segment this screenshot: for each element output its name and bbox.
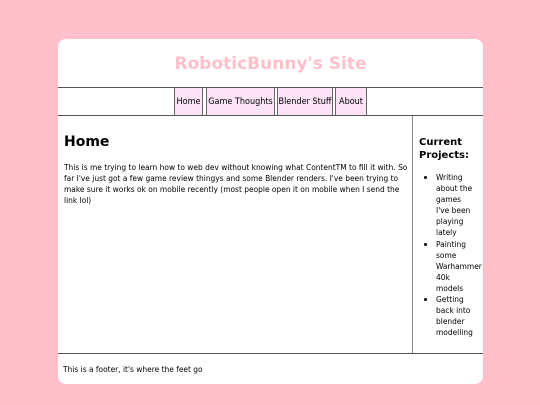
page-container bbox=[58, 39, 483, 384]
list-item: • Painting some Warhammer 40k models bbox=[436, 239, 476, 294]
main-content bbox=[58, 116, 413, 353]
site-header bbox=[58, 39, 483, 88]
intro-paragraph: This is me trying to learn how to web dev without knowing what ContentTM to fill it with. So far I've just got a few game review thingys and some Blender renders. I've been trying to make sure it works ok on mobile recently (most people open it on mobile when I send the link lol) bbox=[64, 162, 408, 205]
nav-item-about[interactable]: About bbox=[335, 88, 367, 115]
footer-text: This is a footer, it's where the feet go bbox=[63, 364, 203, 374]
site-title: RoboticBunny's Site bbox=[174, 54, 367, 74]
page-title: Home bbox=[64, 134, 110, 150]
nav-bar bbox=[58, 88, 483, 116]
nav-item-game-thoughts[interactable]: Game Thoughts bbox=[206, 88, 275, 115]
sidebar-heading: Current Projects: bbox=[419, 137, 469, 161]
list-item: • Getting back into blender modelling bbox=[436, 294, 476, 338]
footer bbox=[58, 353, 483, 384]
nav-item-home[interactable]: Home bbox=[174, 88, 203, 115]
list-item: • Writing about the games I've been playing lately bbox=[436, 172, 476, 239]
nav-item-blender-stuff[interactable]: Blender Stuff bbox=[277, 88, 333, 115]
project-list bbox=[419, 172, 482, 338]
sidebar bbox=[414, 116, 483, 353]
